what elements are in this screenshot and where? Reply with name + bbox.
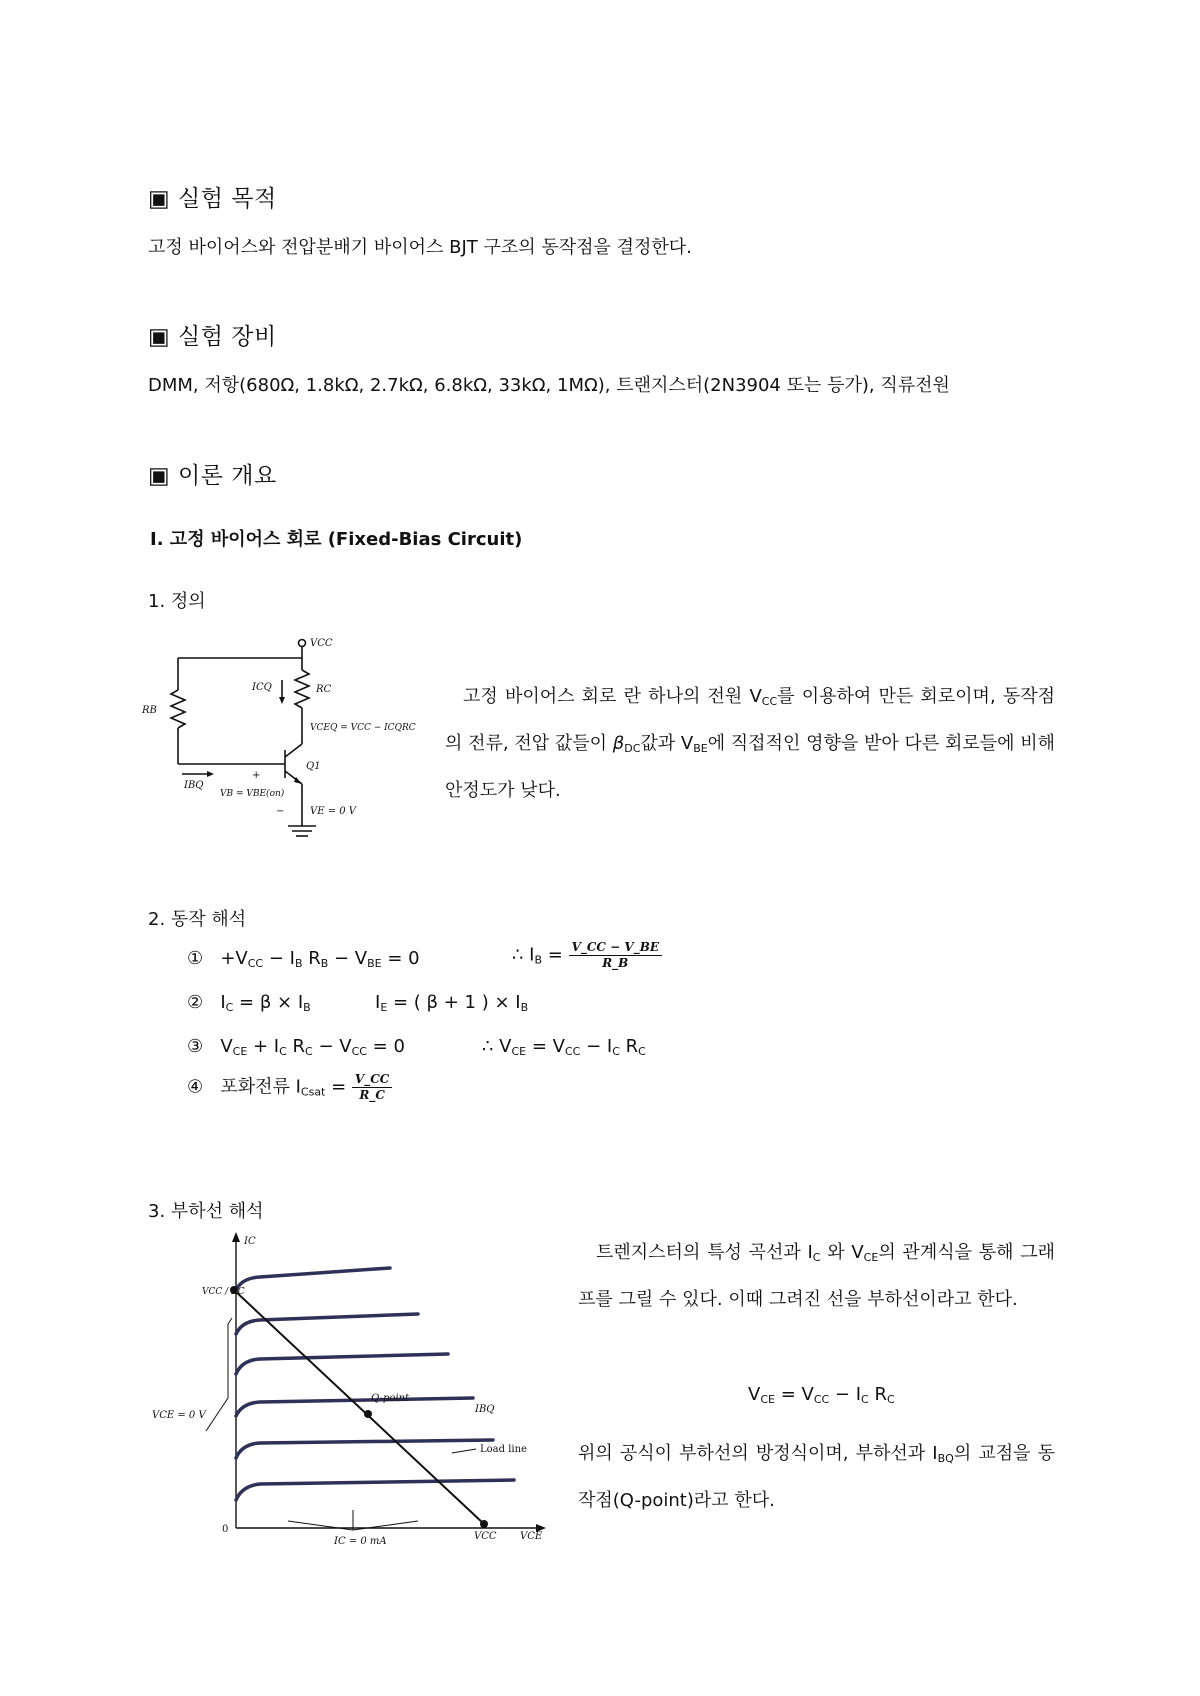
loadline-paragraph-2: 위의 공식이 부하선의 방정식이며, 부하선과 $I_{BQ}$의 교점을 동작점(Q-point)라고 한다. — [578, 1443, 1056, 1511]
equation-2: ② $I_C = \beta \times I_B$ — [187, 992, 311, 1014]
equation-1: ① $+V_{CC} - I_B$ $R_B - V_{BE} = 0$ — [187, 948, 420, 970]
label-ibq: IBQ — [184, 780, 204, 791]
purpose-text: 고정 바이어스와 전압분배기 바이어스 BJT 구조의 동작점을 결정한다. — [148, 237, 692, 258]
equation-1-result: ∴ $I_B$ = $\frac{V\_CC - V\_BE}{R\_B}$ — [512, 940, 662, 971]
graph-label-zero: 0 — [222, 1524, 229, 1535]
graph-label-loadline: Load line — [480, 1444, 527, 1455]
heading-equipment: ▣ 실험 장비 — [148, 324, 277, 350]
heading-theory: ▣ 이론 개요 — [148, 463, 277, 489]
label-plus: + — [252, 770, 261, 781]
label-q1: Q1 — [306, 761, 321, 772]
graph-label-vce0: VCE = 0 V — [152, 1410, 206, 1421]
fixed-bias-circuit-diagram — [140, 628, 440, 856]
equation-3: ③ $V_{CE} + I_C$ $R_C - V_{CC} = 0$ — [187, 1036, 405, 1058]
loadline-equation: $V_{CE} = V_{CC} - I_C$ $R_C$ — [748, 1384, 895, 1406]
graph-label-qpoint: Q-point — [371, 1393, 410, 1404]
definition-title: 1. 정의 — [148, 591, 206, 612]
label-vceq: VCEQ = VCC − ICQRC — [310, 723, 416, 733]
label-minus: − — [276, 806, 285, 817]
analysis-title: 2. 동작 해석 — [148, 909, 247, 930]
equation-3-result: ∴ $V_{CE} = V_{CC} - I_C$ $R_C$ — [482, 1036, 646, 1058]
graph-label-vcc-rc: VCC / RC — [202, 1287, 245, 1297]
label-ve: VE = 0 V — [310, 806, 357, 817]
label-rb: RB — [142, 705, 157, 716]
label-vcc: VCC — [310, 638, 333, 649]
graph-label-ic0: IC = 0 mA — [334, 1536, 387, 1546]
load-line-graph — [148, 1228, 548, 1546]
loadline-title: 3. 부하선 해석 — [148, 1201, 264, 1222]
label-vb: VB = VBE(on) — [220, 789, 285, 799]
graph-label-ibq: IBQ — [475, 1404, 495, 1415]
label-icq: ICQ — [252, 682, 272, 693]
graph-label-vce: VCE — [520, 1531, 543, 1542]
loadline-paragraph-1: 트렌지스터의 특성 곡선과 $I_C$ 와 $V_{CE}$의 관계식을 통해 그래프를 그릴 수 있다. 이때 그려진 선을 부하선이라고 한다. — [578, 1242, 1056, 1310]
part1-title: Ⅰ. 고정 바이어스 회로 (Fixed-Bias Circuit) — [150, 529, 523, 550]
definition-paragraph: 고정 바이어스 회로 란 하나의 전원 $V_{CC}$를 이용하여 만든 회로이며, 동작점의 전류, 전압 값들이 $\beta_{DC}$값과 $V_{BE}$에 직접적인 영향을 받아 다른 회로들에 비해 안정도가 낮다. — [445, 686, 1055, 801]
label-rc: RC — [316, 684, 332, 695]
equation-4: ④ 포화전류 $I_{Csat}$ = $\frac{V\_CC}{R\_C}$ — [187, 1072, 392, 1103]
graph-label-vcc: VCC — [474, 1531, 497, 1542]
graph-label-ic: IC — [244, 1236, 256, 1247]
equipment-text: DMM, 저항(680Ω, 1.8kΩ, 2.7kΩ, 6.8kΩ, 33kΩ, 1MΩ), 트랜지스터(2N3904 또는 등가), 직류전원 — [148, 375, 950, 396]
heading-purpose: ▣ 실험 목적 — [148, 186, 277, 212]
equation-2b: $I_E$ = ( β + 1 ) × $I_B$ — [375, 992, 529, 1014]
